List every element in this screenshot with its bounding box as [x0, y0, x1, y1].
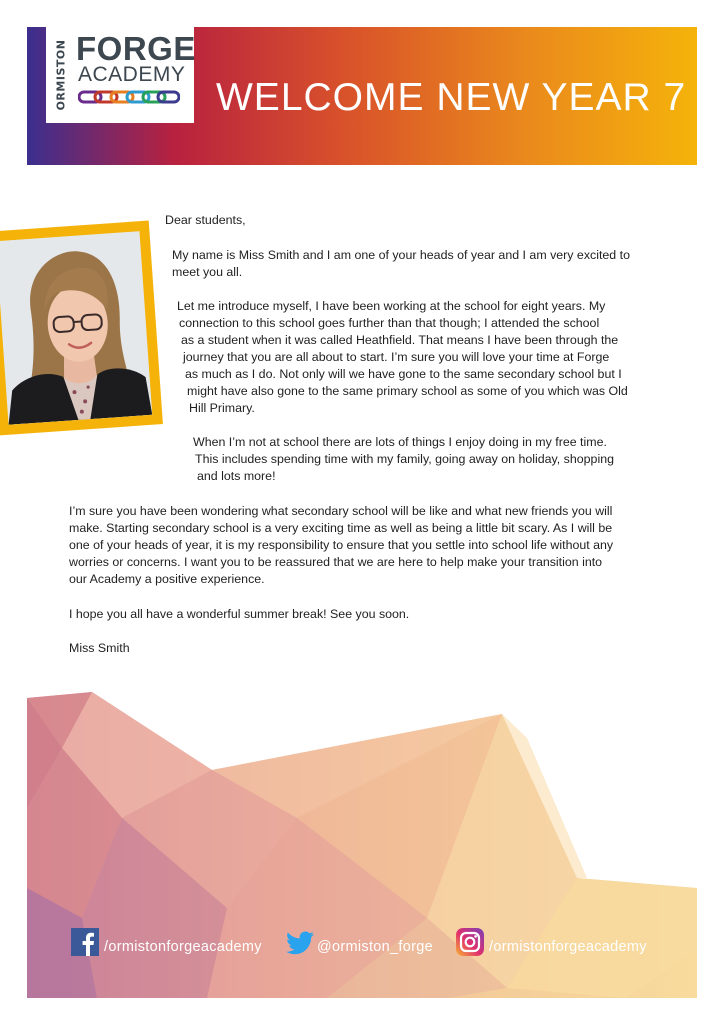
chain-links-icon: [78, 89, 180, 105]
logo-ormiston-label: ORMISTON: [54, 39, 68, 111]
logo-forge-text: FORGE: [76, 30, 196, 67]
paragraph-line: our Academy a positive experience.: [69, 572, 265, 586]
paragraph-line: meet you all.: [172, 265, 243, 279]
facebook-handle: /ormistonforgeacademy: [104, 939, 262, 955]
facebook-icon: [71, 928, 99, 956]
twitter-icon: [286, 931, 314, 955]
page-title: WELCOME NEW YEAR 7: [216, 76, 687, 119]
paragraph-line: When I’m not at school there are lots of things I enjoy doing in my free time.: [193, 435, 607, 449]
paragraph-line: one of your heads of year, it is my responsibility to ensure that you settle into school life without any: [69, 538, 614, 552]
paragraph-line: Hill Primary.: [189, 401, 255, 415]
logo-academy-text: ACADEMY: [78, 63, 186, 86]
twitter-handle: @ormiston_forge: [317, 939, 433, 955]
closing-line: I hope you all have a wonderful summer break! See you soon.: [69, 607, 410, 621]
greeting: Dear students,: [165, 213, 246, 227]
paragraph-line: as a student when it was called Heathfield. That means I have been through the: [181, 333, 619, 347]
paragraph-line: journey that you are all about to start. I’m sure you will love your time at Forge: [183, 350, 610, 364]
logo-ormiston-text: [50, 32, 72, 118]
teacher-photo-frame: [0, 221, 163, 436]
paragraph-line: worries or concerns. I want you to be reassured that we are here to help make your transition into: [69, 555, 603, 569]
twitter-link[interactable]: [286, 928, 446, 958]
teacher-portrait-image: [0, 231, 152, 425]
paragraph-line: and lots more!: [197, 469, 276, 483]
instagram-handle: /ormistonforgeacademy: [489, 939, 647, 955]
paragraph-line: might have also gone to the same primary school as some of you which was Old: [187, 384, 628, 398]
paragraph-line: I’m sure you have been wondering what secondary school will be like and what new friends you will: [69, 504, 613, 518]
facebook-link[interactable]: [71, 928, 271, 958]
paragraph-line: as much as I do. Not only will we have gone to the same secondary school but I: [185, 367, 622, 381]
teacher-photo: [0, 231, 152, 425]
paragraph-line: My name is Miss Smith and I am one of your heads of year and I am very excited to: [172, 248, 630, 262]
paragraph-line: Let me introduce myself, I have been working at the school for eight years. My: [177, 299, 606, 313]
paragraph-line: This includes spending time with my family, going away on holiday, shopping: [195, 452, 614, 466]
paragraph-line: connection to this school goes further than that though; I attended the school: [179, 316, 600, 330]
instagram-link[interactable]: [456, 928, 661, 958]
paragraph-line: make. Starting secondary school is a very exciting time as well as being a little bit scary. As I will be: [69, 521, 613, 535]
signature: Miss Smith: [69, 641, 130, 655]
instagram-icon: [456, 928, 484, 956]
